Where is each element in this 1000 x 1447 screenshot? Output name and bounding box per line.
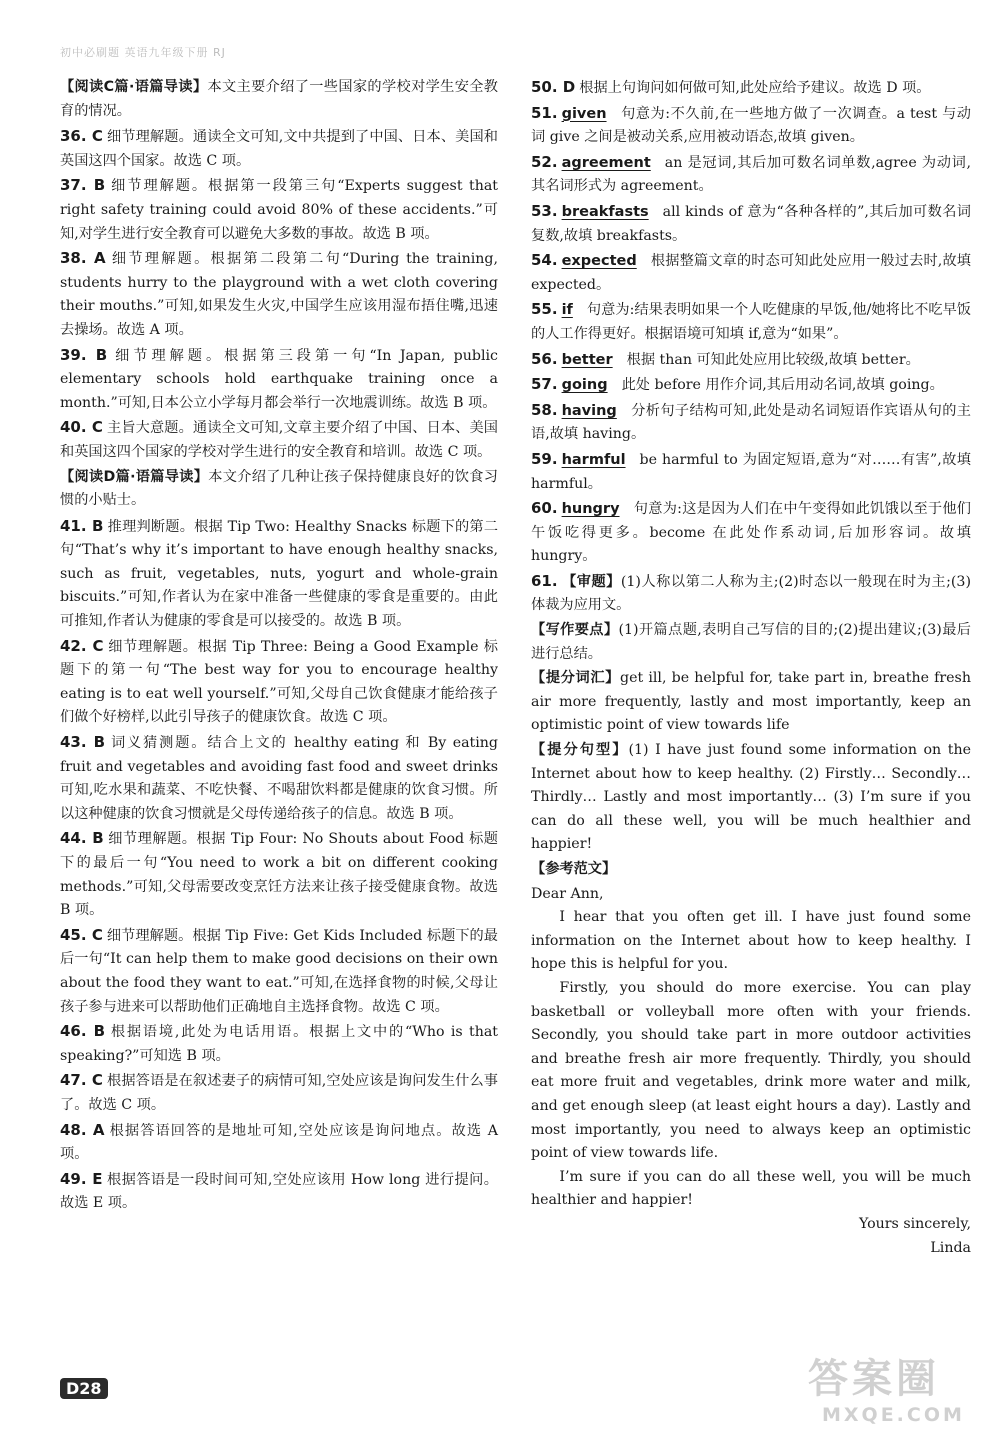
item-explanation: 分析句子结构可知,此处是动名词短语作宾语从句的主语,故填 having。 [531, 402, 971, 443]
letter-signature: Linda [930, 1239, 971, 1256]
item-number: 58. [531, 400, 558, 419]
item-number: 36. C [60, 127, 103, 146]
item-explanation: 主旨大意题。通读全文可知,文章主要介绍了中国、日本、美国和英国这四个国家的学校对学生进行的安全教育和培训。故选 C 项。 [60, 420, 498, 460]
section-label: 【阅读C篇·语篇导读】 [60, 79, 208, 95]
item-number: 48. A [60, 1120, 105, 1139]
words-text: get ill, be helpful for, take part in, breathe fresh air more frequently, lastly and most importantly, keep an optimistic point of view towards life [531, 670, 971, 734]
left-column [60, 76, 498, 1217]
item-number: 55. [531, 300, 558, 319]
item-explanation: 根据答语是在叙述妻子的病情可知,空处应该是询问发生什么事了。故选 C 项。 [60, 1073, 498, 1113]
answer-word: better [561, 351, 613, 368]
answer-item [531, 373, 971, 398]
item-explanation: 细节理解题。根据 Tip Three: Being a Good Example 标题下的第一句“The best way for you to encourage healthy eating is to eat well yourself.”可知,父母自己饮食健康才能给孩子们做个好榜样,以此引导孩子的健康饮食。故选 C 项。 [60, 638, 498, 726]
answer-item [60, 416, 498, 464]
answer-item [531, 497, 971, 569]
item-explanation: 根据上句询问如何做可知,此处应给予建议。故选 D 项。 [579, 80, 931, 96]
answer-item [60, 1069, 498, 1117]
item-explanation: 推理判断题。根据 Tip Two: Healthy Snacks 标题下的第二句“That’s why it’s important to have enough healthy snacks, such as fruit, vegetables, nuts, yogurt and whole-grain biscuits.”可知,作者认为在家中准备一些健康的零食是重要的。由此可推知,作者认为健康的零食是可以接受的。故选 B 项。 [60, 518, 499, 630]
item-explanation: 词义猜测题。结合上文的 healthy eating 和 By eating fruit and vegetables and avoiding fast food and sweet drinks 可知,吃水果和蔬菜、不吃快餐、不喝甜饮料都是健康的饮食习惯。所以这种健康的饮食习惯就是父母传递给孩子的信息。故选 B 项。 [60, 735, 499, 822]
answer-item [531, 151, 971, 199]
item-explanation: 此处 before 用作介词,其后用动名词,故填 going。 [621, 377, 944, 394]
item-number: 41. B [60, 516, 104, 535]
answer-word: hungry [561, 501, 620, 518]
item-number: 60. [531, 499, 558, 518]
item-number: 45. C [60, 925, 103, 944]
item-number: 57. [531, 375, 558, 394]
section-summary: 本文介绍了几种让孩子保持健康良好的饮食习惯的小贴士。 [60, 468, 498, 509]
item-explanation: 根据答语是一段时间可知,空处应该用 How long 进行提问。故选 E 项。 [60, 1171, 498, 1212]
answer-word: given [561, 105, 607, 122]
words-label: 【提分词汇】 [531, 670, 621, 687]
patterns-label: 【提分句型】 [531, 742, 629, 759]
item-number: 61. [531, 571, 558, 590]
answer-item [60, 247, 498, 342]
review-label: 【审题】 [561, 573, 621, 590]
item-number: 37. B [60, 176, 106, 195]
item-number: 43. B [60, 733, 106, 752]
points-text: (1)开篇点题,表明自己写信的目的;(2)提出建议;(3)最后进行总结。 [531, 622, 971, 662]
item-number: 56. [531, 349, 558, 368]
item-explanation: 根据 than 可知此处应用比较级,故填 better。 [626, 351, 920, 368]
answer-item [60, 731, 498, 826]
answer-word: expected [561, 253, 637, 270]
running-header: 初中必刷题 英语九年级下册 RJ [60, 46, 226, 59]
answer-word: if [561, 302, 573, 319]
answer-item [60, 1168, 498, 1216]
answer-item [60, 924, 498, 1019]
item-number: 59. [531, 449, 558, 468]
page-number: D28 [60, 1378, 108, 1399]
item-explanation: 细节理解题。根据第二段第二句“During the training, students hurry to the playground with a wet cloth covering their mouths.”可知,如果发生火灾,中国学生应该用湿布捂住嘴,迅速去操场。故选 A 项。 [60, 251, 498, 338]
answer-word: agreement [561, 154, 651, 171]
item-number: 47. C [60, 1071, 103, 1090]
answer-item [60, 125, 498, 173]
watermark-url: MXQE.COM [822, 1404, 965, 1426]
section-label: 【阅读D篇·语篇导读】 [60, 468, 209, 485]
item-number: 51. [531, 103, 558, 122]
item-explanation: 细节理解题。根据 Tip Five: Get Kids Included 标题下的最后一句“It can help them to make good decisions on their own about the food they want to eat.”可知,在选择食物的时候,父母让孩子参与进来可以帮助他们正确地自主选择食物。故选 C 项。 [60, 927, 498, 1015]
section-summary: 本文主要介绍了一些国家的学校对学生安全教育的情况。 [60, 79, 498, 119]
item-number: 52. [531, 152, 558, 171]
item-number: 53. [531, 201, 558, 220]
answer-item [60, 635, 498, 730]
answer-item [531, 298, 971, 346]
item-explanation: 根据整篇文章的时态可知此处应用一般过去时,故填 expected。 [531, 253, 971, 293]
writing-answer [531, 570, 971, 618]
writing-patterns [531, 739, 971, 857]
watermark-text: 答案圈 [808, 1356, 940, 1402]
answer-word: going [561, 377, 608, 394]
item-explanation: 细节理解题。根据第一段第三句“Experts suggest that right safety training could avoid 80% of these accidents.”可知,对学生进行安全教育可以避免大多数的事故。故选 B 项。 [60, 178, 498, 242]
review-text: (1)人称以第二人称为主;(2)时态以一般现在时为主;(3)体裁为应用文。 [531, 573, 971, 614]
writing-vocabulary [531, 667, 971, 738]
watermark-logo [808, 1356, 986, 1438]
item-explanation: all kinds of 意为“各种各样的”,其后加可数名词复数,故填 breakfasts。 [531, 203, 971, 244]
answer-item [531, 448, 971, 496]
answer-item [531, 399, 971, 447]
sample-label-line [531, 858, 971, 882]
answer-item [60, 174, 498, 246]
item-explanation: 细节理解题。根据第三段第一句“In Japan, public elementary schools hold earthquake training once a month.”可知,日本公立小学每月都会举行一次地震训练。故选 B 项。 [60, 347, 498, 411]
item-number: 44. B [60, 829, 104, 848]
item-number: 49. E [60, 1169, 103, 1188]
item-number: 54. [531, 251, 558, 270]
answer-item [60, 515, 498, 634]
item-number: 40. C [60, 418, 103, 437]
item-explanation: 根据答语回答的是地址可知,空处应该是询问地点。故选 A 项。 [60, 1122, 498, 1163]
item-explanation: 根据语境,此处为电话用语。根据上文中的“Who is that speaking?”可知选 B 项。 [60, 1024, 498, 1064]
item-number: 42. C [60, 636, 104, 655]
patterns-text: (1) I have just found some information on the Internet about how to keep healthy. (2) Firstly… Secondly… Thirdly… Lastly and most importantly… (3) I’m sure if you can do all these well, you will be much healthier and happier! [531, 742, 971, 853]
answer-item [531, 348, 971, 373]
answer-item [60, 344, 498, 416]
letter-closing: Yours sincerely, [858, 1215, 971, 1232]
sample-label: 【参考范文】 [531, 861, 617, 877]
section-intro [60, 76, 498, 123]
answer-word: harmful [561, 451, 626, 468]
item-number: 38. A [60, 249, 106, 268]
item-explanation: 细节理解题。通读全文可知,文中共提到了中国、日本、美国和英国这四个国家。故选 C 项。 [60, 129, 498, 169]
answer-item [60, 827, 498, 922]
letter-greeting: Dear Ann, [531, 885, 604, 902]
item-number: 50. D [531, 78, 576, 96]
item-number: 39. B [60, 345, 108, 364]
letter-paragraph: Firstly, you should do more exercise. You can play basketball or volleyball more often with your friends. Secondly, you should take part in more outdoor activities and breathe fresh air more frequently. Thirdly, you should eat more fruit and vegetables, drink more water and milk, and get enough sleep (at least eight hours a day). Lastly and most importantly, you need to always keep an optimistic point of view towards life. [531, 979, 971, 1162]
answer-item [531, 249, 971, 297]
item-explanation: 句意为:这是因为人们在中午变得如此饥饿以至于他们午饭吃得更多。become 在此处作系动词,后加形容词。故填 hungry。 [531, 501, 971, 565]
letter-paragraph: I’m sure if you can do all these well, you will be much healthier and happier! [531, 1168, 971, 1209]
answer-item [531, 76, 971, 101]
points-label: 【写作要点】 [531, 622, 619, 639]
item-explanation: 句意为:结果表明如果一个人吃健康的早饭,他/她将比不吃早饭的人工作得更好。根据语境可知填 if,意为“如果”。 [531, 302, 971, 342]
item-explanation: 句意为:不久前,在一些地方做了一次调查。a test 与动词 give 之间是被动关系,应用被动语态,故填 given。 [531, 105, 971, 146]
answer-item [531, 102, 971, 150]
letter-paragraph: I hear that you often get ill. I have just found some information on the Internet about how to keep healthy. I hope this is helpful for you. [531, 909, 971, 973]
answer-item [60, 1119, 498, 1167]
answer-word: breakfasts [561, 203, 649, 220]
answer-item [60, 1020, 498, 1068]
writing-points [531, 619, 971, 666]
right-column [531, 76, 971, 1260]
answer-item [531, 200, 971, 248]
item-explanation: 细节理解题。根据 Tip Four: No Shouts about Food 标题下的最后一句“You need to work a bit on different cooking methods.”可知,父母需要改变烹饪方法来让孩子接受健康食物。故选 B 项。 [60, 831, 498, 919]
item-explanation: be harmful to 为固定短语,意为“对……有害”,故填 harmful。 [531, 451, 971, 492]
item-number: 46. B [60, 1022, 106, 1041]
item-explanation: an 是冠词,其后加可数名词单数,agree 为动词,其名词形式为 agreement。 [531, 154, 971, 195]
answer-word: having [561, 402, 617, 419]
section-intro [60, 466, 498, 513]
sample-letter [531, 883, 971, 1261]
